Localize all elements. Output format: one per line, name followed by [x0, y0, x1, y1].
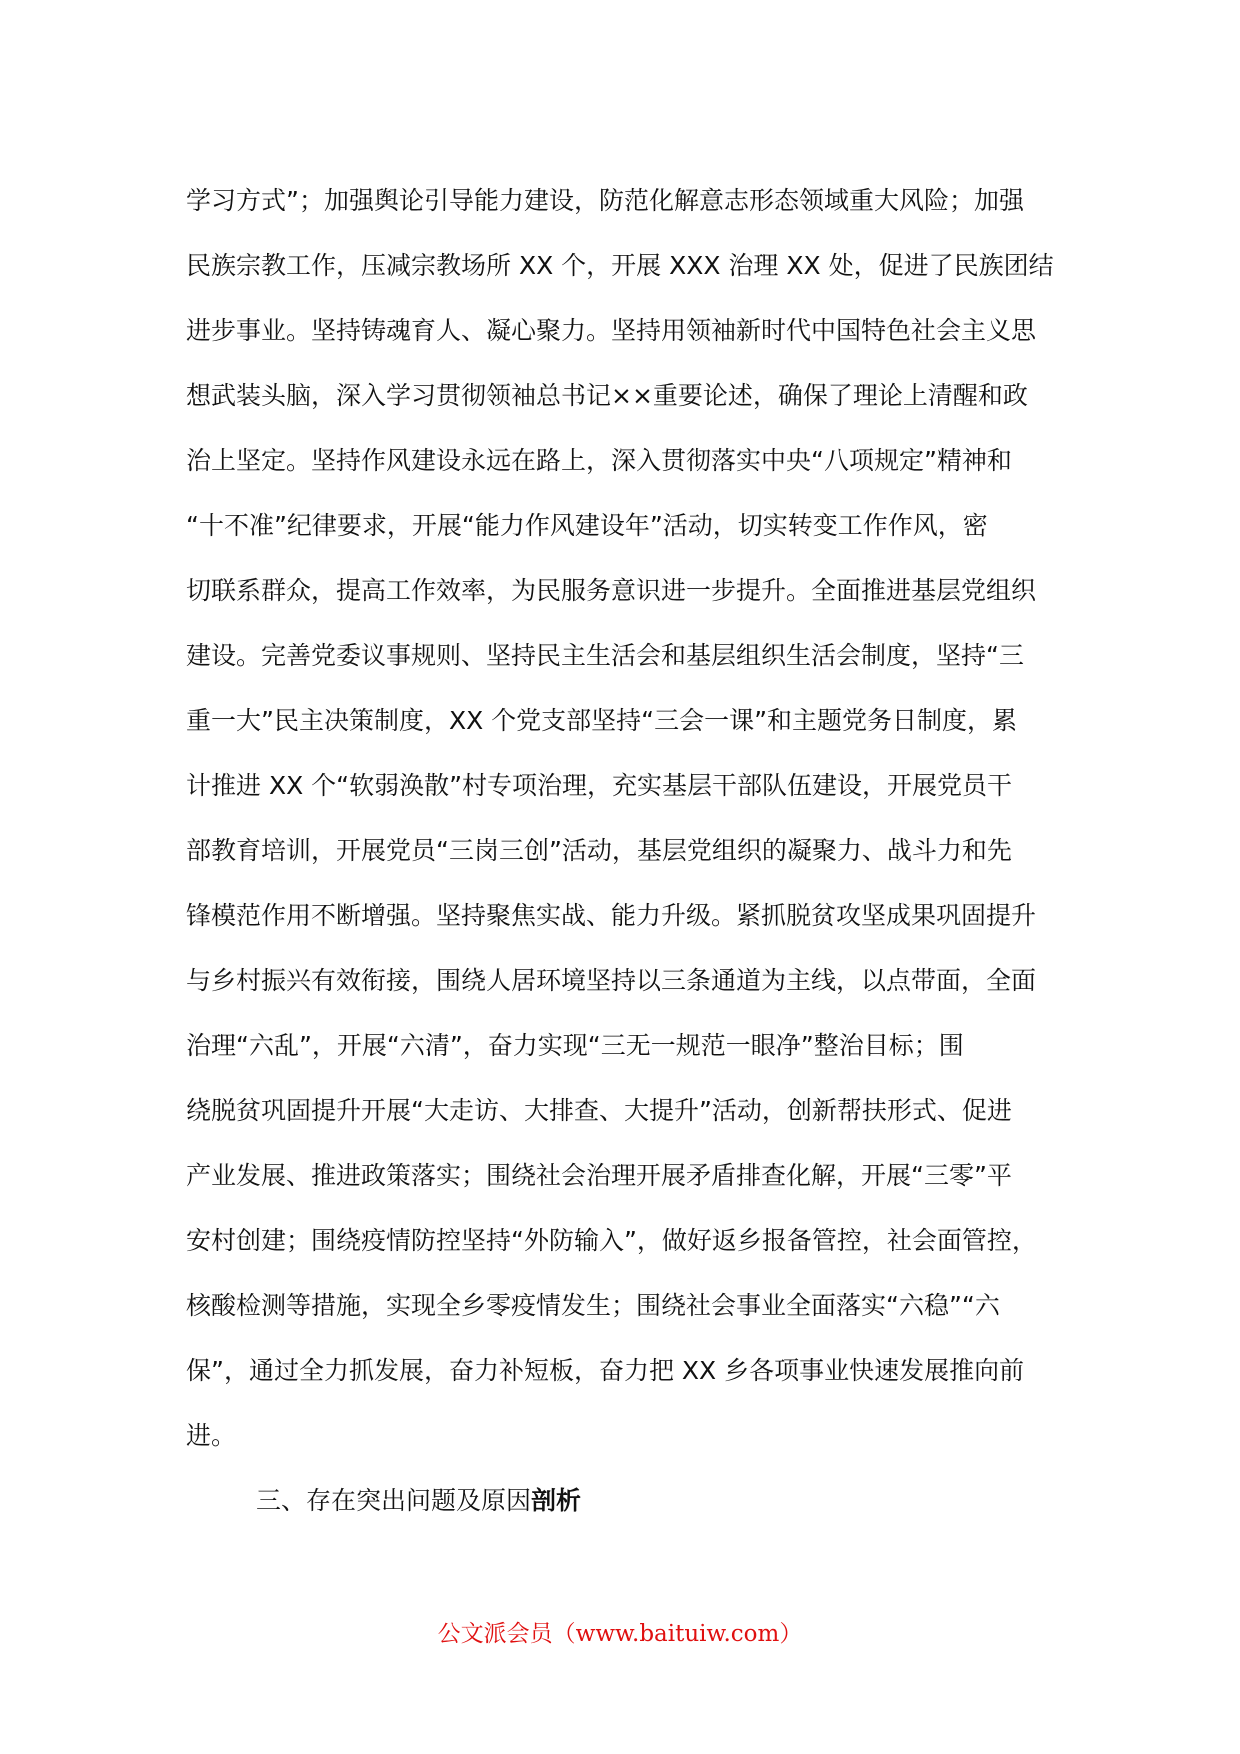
section-heading	[256, 1468, 581, 1533]
paragraph-line: 学习方式”；加强舆论引导能力建设，防范化解意志形态领域重大风险；加强	[186, 186, 1024, 215]
section-heading-text: 三、存在突出问题及原因	[256, 1486, 532, 1515]
paragraph-line: 保”，通过全力抓发展，奋力补短板，奋力把 XX 乡各项事业快速发展推向前	[186, 1356, 1025, 1385]
paragraph-line: 部教育培训，开展党员“三岗三创”活动，基层党组织的凝聚力、战斗力和先	[186, 836, 1012, 865]
paragraph-line: 计推进 XX 个“软弱涣散”村专项治理，充实基层干部队伍建设，开展党员干	[186, 771, 1013, 800]
paragraph-line: 进。	[186, 1421, 237, 1450]
paragraph-line: 想武装头脑，深入学习贯彻领袖总书记××重要论述，确保了理论上清醒和政	[186, 381, 1028, 410]
body-paragraph	[186, 168, 1056, 1468]
paragraph-line: 治上坚定。坚持作风建设永远在路上，深入贯彻落实中央“八项规定”精神和	[186, 446, 1012, 475]
footer-open-paren: （	[552, 1621, 576, 1647]
paragraph-line: 进步事业。坚持铸魂育人、凝心聚力。坚持用领袖新时代中国特色社会主义思	[186, 316, 1037, 345]
paragraph-line: 产业发展、推进政策落实；围绕社会治理开展矛盾排查化解，开展“三零”平	[186, 1161, 1012, 1190]
paragraph-line: 建设。完善党委议事规则、坚持民主生活会和基层组织生活会制度，坚持“三	[186, 641, 1024, 670]
paragraph-line: “十不准”纪律要求，开展“能力作风建设年”活动，切实转变工作作风，密	[186, 511, 988, 540]
footer-close-paren: ）	[779, 1621, 803, 1647]
section-heading-bold-text: 剖析	[531, 1486, 582, 1515]
paragraph-line: 安村创建；围绕疫情防控坚持“外防输入”，做好返乡报备管控，社会面管控，	[186, 1226, 1037, 1255]
footer-brand: 公文派会员	[437, 1621, 553, 1647]
paragraph-line: 重一大”民主决策制度，XX 个党支部坚持“三会一课”和主题党务日制度，累	[186, 706, 1018, 735]
footer-url[interactable]: www.baituiw.com	[575, 1621, 780, 1647]
paragraph-line: 治理“六乱”，开展“六清”，奋力实现“三无一规范一眼净”整治目标；围	[186, 1031, 964, 1060]
paragraph-line: 与乡村振兴有效衔接，围绕人居环境坚持以三条通道为主线，以点带面，全面	[186, 966, 1037, 995]
paragraph-line: 锋模范作用不断增强。坚持聚焦实战、能力升级。紧抓脱贫攻坚成果巩固提升	[186, 901, 1037, 930]
paragraph-line: 民族宗教工作，压减宗教场所 XX 个，开展 XXX 治理 XX 处，促进了民族团结	[186, 251, 1054, 280]
paragraph-line: 切联系群众，提高工作效率，为民服务意识进一步提升。全面推进基层党组织	[186, 576, 1037, 605]
footer-watermark	[0, 1615, 1240, 1648]
paragraph-line: 绕脱贫巩固提升开展“大走访、大排查、大提升”活动，创新帮扶形式、促进	[186, 1096, 1012, 1125]
paragraph-line: 核酸检测等措施，实现全乡零疫情发生；围绕社会事业全面落实“六稳”“六	[186, 1291, 1000, 1320]
